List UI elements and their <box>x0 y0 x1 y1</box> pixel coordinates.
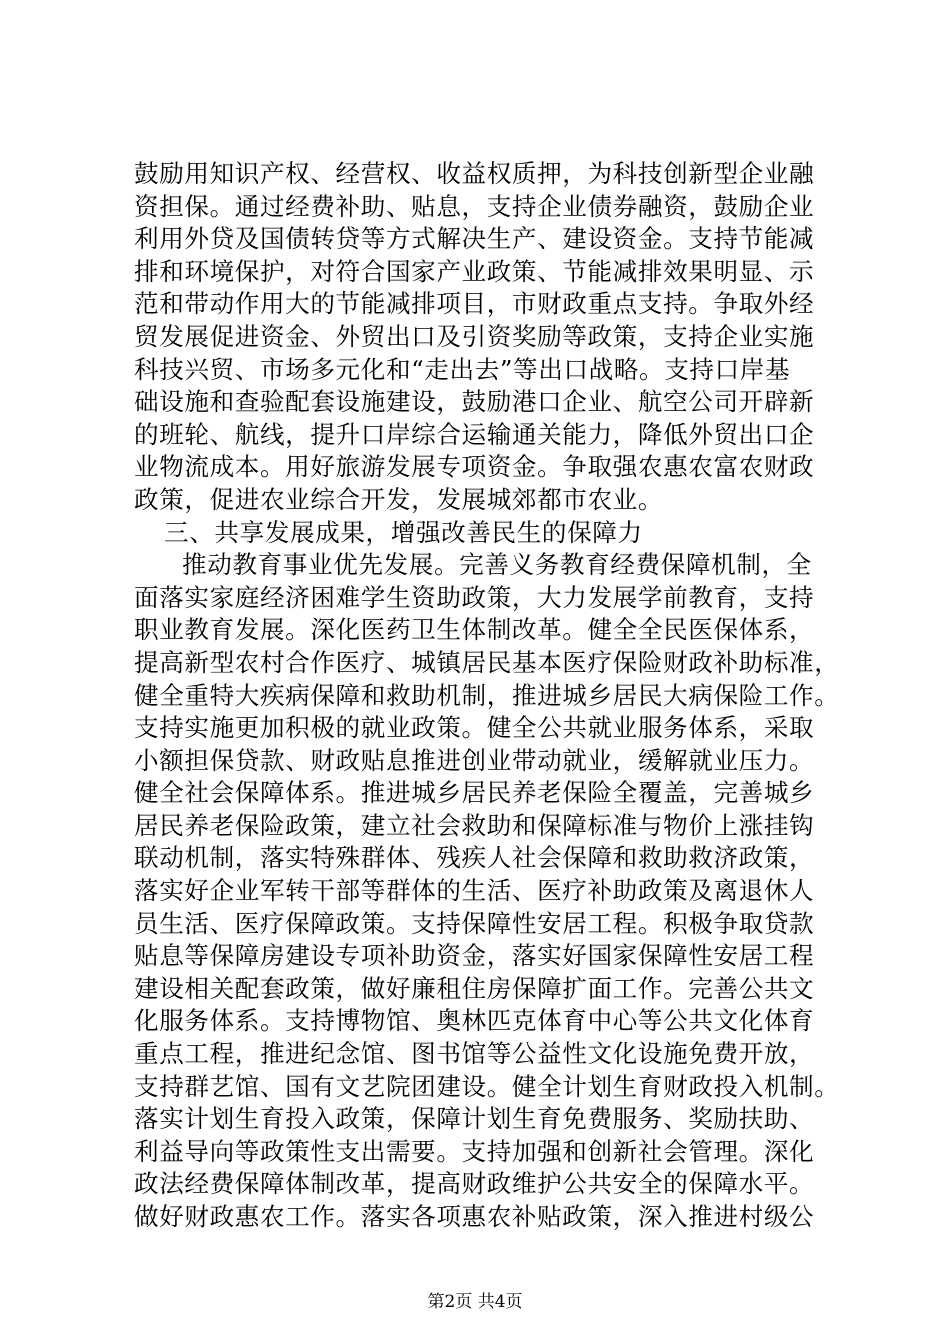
text-line: 职业教育发展。深化医药卫生体制改革。健全全民医保体系， <box>134 615 815 645</box>
text-line: 排和环境保护，对符合国家产业政策、节能减排效果明显、示 <box>134 256 815 286</box>
text-line: 政法经费保障体制改革，提高财政维护公共安全的保障水平。 <box>134 1169 815 1199</box>
text-line: 资担保。通过经费补助、贴息，支持企业债券融资，鼓励企业 <box>134 191 815 221</box>
text-line: 面落实家庭经济困难学生资助政策，大力发展学前教育，支持 <box>134 582 815 612</box>
text-line: 落实好企业军转干部等群体的生活、医疗补助政策及离退休人 <box>134 876 815 906</box>
text-line: 范和带动作用大的节能减排项目，市财政重点支持。争取外经 <box>134 289 815 319</box>
text-line: 科技兴贸、市场多元化和“走出去”等出口战略。支持口岸基 <box>134 354 791 384</box>
text-line: 健全社会保障体系。推进城乡居民养老保险全覆盖，完善城乡 <box>134 778 815 808</box>
text-line: 联动机制，落实特殊群体、残疾人社会保障和救助救济政策， <box>134 843 815 873</box>
text-line: 贸发展促进资金、外贸出口及引资奖励等政策，支持企业实施 <box>134 321 815 351</box>
text-line: 健全重特大疾病保障和救助机制，推进城乡居民大病保险工作。 <box>134 680 840 710</box>
text-line: 贴息等保障房建设专项补助资金，落实好国家保障性安居工程 <box>134 941 815 971</box>
text-line: 的班轮、航线，提升口岸综合运输通关能力，降低外贸出口企 <box>134 419 815 449</box>
text-line: 支持群艺馆、国有文艺院团建设。健全计划生育财政投入机制。 <box>134 1071 840 1101</box>
text-line: 建设相关配套政策，做好廉租住房保障扩面工作。完善公共文 <box>134 973 815 1003</box>
text-line: 化服务体系。支持博物馆、奥林匹克体育中心等公共文化体育 <box>134 1006 815 1036</box>
text-line: 利益导向等政策性支出需要。支持加强和创新社会管理。深化 <box>134 1136 815 1166</box>
text-line: 支持实施更加积极的就业政策。健全公共就业服务体系，采取 <box>134 713 815 743</box>
text-line: 提高新型农村合作医疗、城镇居民基本医疗保险财政补助标准， <box>134 647 840 677</box>
text-line: 落实计划生育投入政策，保障计划生育免费服务、奖励扶助、 <box>134 1104 815 1134</box>
text-line: 鼓励用知识产权、经营权、收益权质押，为科技创新型企业融 <box>134 159 815 188</box>
text-line: 础设施和查验配套设施建设，鼓励港口企业、航空公司开辟新 <box>134 387 815 417</box>
text-line: 居民养老保险政策，建立社会救助和保障标准与物价上涨挂钩 <box>134 810 815 840</box>
text-line: 业物流成本。用好旅游发展专项资金。争取强农惠农富农财政 <box>134 452 815 482</box>
text-line: 推动教育事业优先发展。完善义务教育经费保障机制，全 <box>182 550 812 580</box>
text-line: 重点工程，推进纪念馆、图书馆等公益性文化设施免费开放， <box>134 1039 815 1069</box>
text-line: 做好财政惠农工作。落实各项惠农补贴政策，深入推进村级公 <box>134 1202 815 1231</box>
text-line: 员生活、医疗保障政策。支持保障性安居工程。积极争取贷款 <box>134 908 815 938</box>
page-number-footer: 第2页 共4页 <box>427 1292 523 1312</box>
text-line: 小额担保贷款、财政贴息推进创业带动就业，缓解就业压力。 <box>134 745 815 775</box>
text-line: 利用外贷及国债转贷等方式解决生产、建设资金。支持节能减 <box>134 224 815 254</box>
section-heading: 三、共享发展成果，增强改善民生的保障力 <box>164 517 643 547</box>
text-line: 政策，促进农业综合开发，发展城郊都市农业。 <box>134 484 664 514</box>
document-body <box>134 158 840 1234</box>
